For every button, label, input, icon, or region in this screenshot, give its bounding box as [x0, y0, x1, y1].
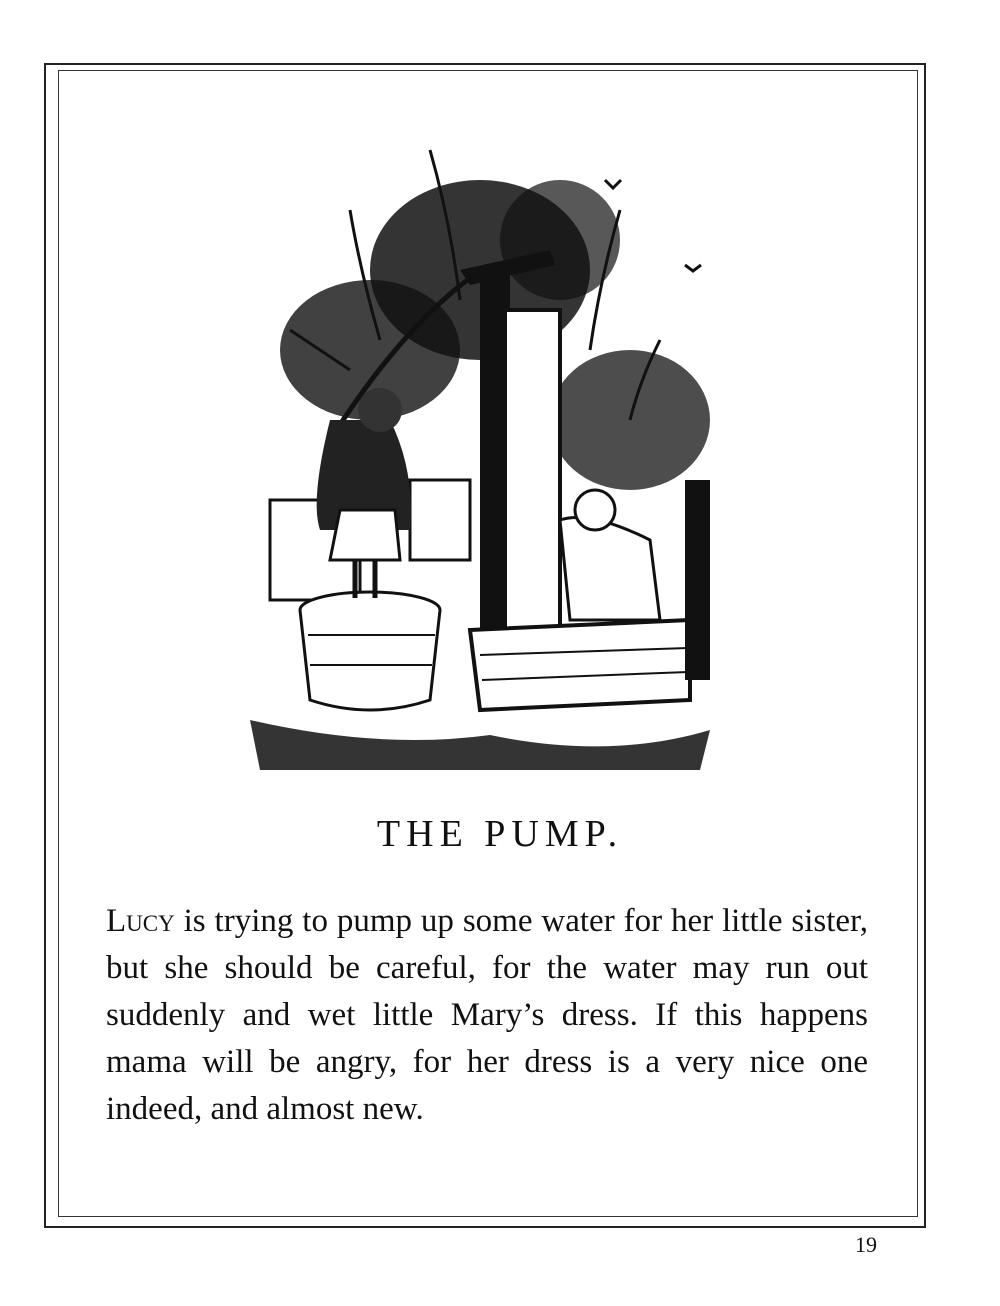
story-text: is trying to pump up some water for her little sister, but she should be careful, for the water may run out suddenly and wet little Mary’s dress. If this happens mama will be angry, for her dress is a very nice one indeed, and almost new. [106, 903, 868, 1127]
pump-illustration [230, 120, 750, 780]
page-number: 19 [855, 1232, 877, 1257]
lead-word: Lucy [106, 903, 175, 939]
page-title: THE PUMP. [376, 813, 624, 855]
story-paragraph [106, 898, 868, 1133]
